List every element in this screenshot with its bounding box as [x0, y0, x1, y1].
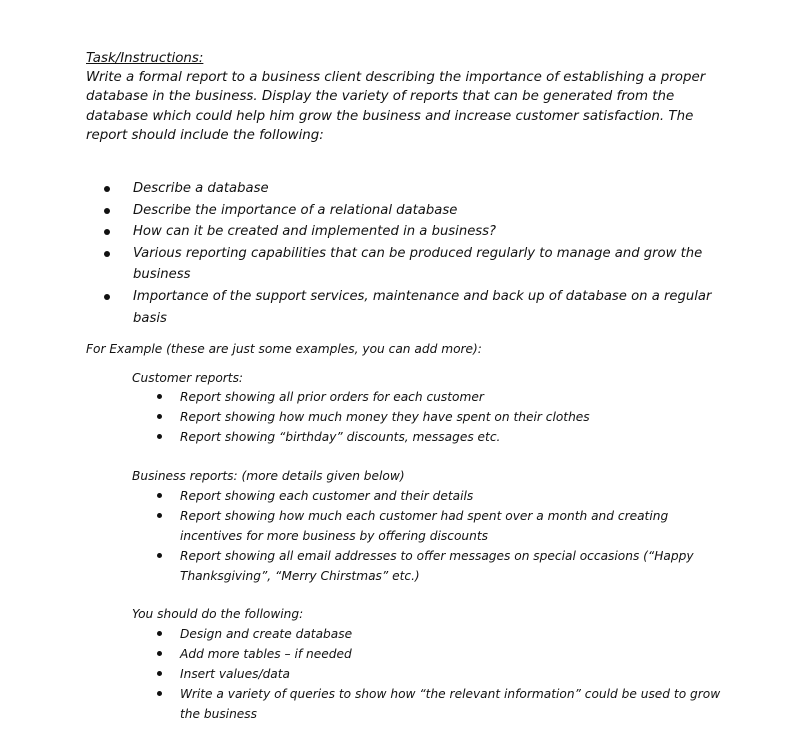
- list-item-text: Report showing each customer and their details: [180, 489, 474, 503]
- list-item-text: Importance of the support services, maintenance and back up of database on a regular: [133, 288, 712, 304]
- bullet-icon: [104, 229, 110, 235]
- bullet-icon: [104, 251, 110, 257]
- business-reports-heading: Business reports: (more details given below): [132, 469, 405, 483]
- bullet-icon: [157, 394, 162, 399]
- bullet-icon: [157, 553, 162, 558]
- list-item-text: Write a variety of queries to show how “the relevant information” could be used to grow: [180, 687, 721, 701]
- list-item-text: Various reporting capabilities that can be produced regularly to manage and grow the: [133, 245, 703, 261]
- list-item-text: How can it be created and implemented in a business?: [133, 224, 497, 240]
- bullet-icon: [157, 513, 162, 518]
- list-item: [104, 200, 711, 222]
- list-item: [157, 624, 720, 644]
- list-item-text: Report showing all email addresses to offer messages on special occasions (“Happy: [180, 549, 694, 563]
- intro-line: database in the business. Display the variety of reports that can be generated from the: [86, 89, 675, 105]
- list-item-text: basis: [133, 310, 167, 326]
- list-item: [157, 506, 694, 546]
- list-item: [157, 664, 720, 684]
- intro-line: Write a formal report to a business client describing the importance of establishing a proper: [86, 70, 706, 85]
- todo-list: [157, 624, 720, 724]
- list-item: [157, 486, 694, 506]
- bullet-icon: [157, 434, 162, 439]
- bullet-icon: [104, 208, 110, 214]
- list-item-text: the business: [180, 707, 257, 721]
- customer-reports-heading: Customer reports:: [132, 371, 244, 385]
- intro-line: report should include the following:: [86, 127, 324, 143]
- requirements-list: [104, 178, 711, 329]
- list-item: [104, 243, 711, 286]
- examples-intro: For Example (these are just some examples, you can add more):: [86, 342, 482, 356]
- intro-line: database which could help him grow the business and increase customer satisfaction. The: [86, 108, 694, 124]
- bullet-icon: [157, 414, 162, 419]
- list-item-text: Insert values/data: [180, 667, 291, 681]
- list-item-text: business: [133, 267, 191, 283]
- list-item-text: Design and create database: [180, 627, 353, 641]
- list-item: [104, 286, 711, 329]
- list-item: [157, 644, 720, 664]
- list-item: [157, 407, 590, 427]
- list-item-text: Report showing “birthday” discounts, messages etc.: [180, 430, 501, 444]
- list-item: [104, 178, 711, 200]
- list-item-text: incentives for more business by offering discounts: [180, 529, 488, 543]
- task-intro: [86, 68, 706, 145]
- list-item-text: Report showing how much money they have spent on their clothes: [180, 410, 590, 424]
- list-item-text: Describe the importance of a relational database: [133, 202, 458, 218]
- list-item: [104, 221, 711, 243]
- list-item: [157, 684, 720, 724]
- list-item: [157, 387, 590, 407]
- bullet-icon: [104, 294, 110, 300]
- list-item-text: Report showing all prior orders for each customer: [180, 390, 484, 404]
- business-reports-list: [157, 486, 694, 586]
- bullet-icon: [157, 493, 162, 498]
- list-item-text: Thanksgiving”, “Merry Chirstmas” etc.): [180, 569, 420, 583]
- customer-reports-list: [157, 387, 590, 447]
- bullet-icon: [104, 186, 110, 192]
- bullet-icon: [157, 631, 162, 636]
- list-item: [157, 427, 590, 447]
- todo-heading: You should do the following:: [132, 607, 304, 621]
- bullet-icon: [157, 671, 162, 676]
- bullet-icon: [157, 691, 162, 696]
- list-item: [157, 546, 694, 586]
- list-item-text: Add more tables – if needed: [180, 647, 352, 661]
- list-item-text: Describe a database: [133, 181, 269, 196]
- list-item-text: Report showing how much each customer had spent over a month and creating: [180, 509, 669, 523]
- task-title: Task/Instructions:: [86, 51, 204, 66]
- bullet-icon: [157, 651, 162, 656]
